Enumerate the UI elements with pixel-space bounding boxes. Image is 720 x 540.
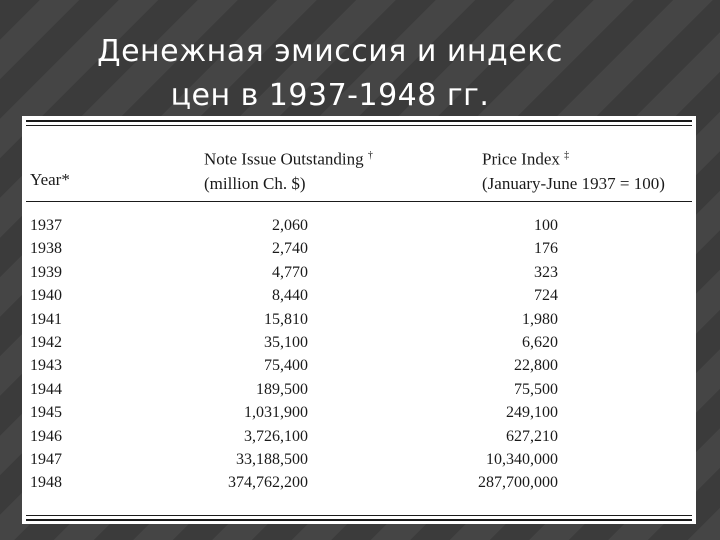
note-issue-cell: 8,440 [272, 287, 308, 305]
year-cell: 1941 [30, 310, 62, 328]
price-index-cell: 6,620 [522, 333, 558, 351]
price-index-cell: 22,800 [514, 357, 558, 375]
top-rule [26, 120, 692, 122]
table-row [22, 214, 696, 237]
slide-title-line-1: Денежная эмиссия и индекс [97, 34, 563, 69]
table-body [22, 214, 696, 495]
year-cell: 1943 [30, 357, 62, 375]
header-price-index [482, 144, 665, 196]
year-cell: 1940 [30, 287, 62, 305]
header-note-issue [204, 144, 373, 196]
price-index-cell: 287,700,000 [478, 474, 558, 492]
table-row [22, 237, 696, 260]
bottom-rule [26, 519, 692, 521]
table-row [22, 425, 696, 448]
note-issue-cell: 75,400 [264, 357, 308, 375]
year-cell: 1945 [30, 404, 62, 422]
table-row [22, 378, 696, 401]
year-cell: 1938 [30, 240, 62, 258]
table-row [22, 308, 696, 331]
note-issue-cell: 1,031,900 [244, 404, 308, 422]
table-row [22, 331, 696, 354]
table-row [22, 401, 696, 424]
price-index-cell: 75,500 [514, 380, 558, 398]
table-row [22, 354, 696, 377]
year-cell: 1947 [30, 450, 62, 468]
note-issue-cell: 2,060 [272, 217, 308, 234]
price-index-cell: 323 [534, 263, 558, 281]
note-issue-cell: 35,100 [264, 333, 308, 351]
note-issue-cell: 2,740 [272, 240, 308, 258]
year-cell: 1946 [30, 427, 62, 445]
note-issue-cell: 3,726,100 [244, 427, 308, 445]
price-index-cell: 627,210 [506, 427, 558, 445]
bottom-rule-thin [26, 515, 692, 516]
note-issue-cell: 4,770 [272, 263, 308, 281]
header-price-line-2: (January-June 1937 = 100) [482, 173, 665, 193]
note-issue-cell: 189,500 [256, 380, 308, 398]
header-rule [26, 201, 692, 202]
year-cell: 1948 [30, 474, 62, 492]
price-index-cell: 1,980 [522, 310, 558, 328]
top-rule-thin [26, 125, 692, 126]
header-year: Year* [30, 170, 70, 189]
price-index-cell: 10,340,000 [486, 450, 558, 468]
dagger-mark: † [367, 150, 373, 161]
year-cell: 1942 [30, 333, 62, 351]
slide-title-line-2: цен в 1937-1948 гг. [170, 78, 490, 113]
year-cell: 1939 [30, 263, 62, 281]
header-note-line-1: Note Issue Outstanding † [204, 149, 373, 169]
header-note-line-2: (million Ch. $) [204, 173, 306, 193]
price-index-cell: 249,100 [506, 404, 558, 422]
price-index-cell: 100 [534, 217, 558, 234]
note-issue-cell: 15,810 [264, 310, 308, 328]
year-cell: 1944 [30, 380, 62, 398]
note-issue-cell: 33,188,500 [236, 450, 308, 468]
slide-title [0, 30, 660, 118]
table-row [22, 261, 696, 284]
price-index-cell: 176 [534, 240, 558, 258]
table-row [22, 284, 696, 307]
year-cell: 1937 [30, 217, 62, 234]
table-row [22, 448, 696, 471]
price-index-cell: 724 [534, 287, 558, 305]
note-issue-cell: 374,762,200 [228, 474, 308, 492]
data-table-image [22, 116, 696, 524]
double-dagger-mark: ‡ [564, 150, 570, 161]
header-price-line-1: Price Index ‡ [482, 149, 570, 169]
table-row [22, 471, 696, 494]
